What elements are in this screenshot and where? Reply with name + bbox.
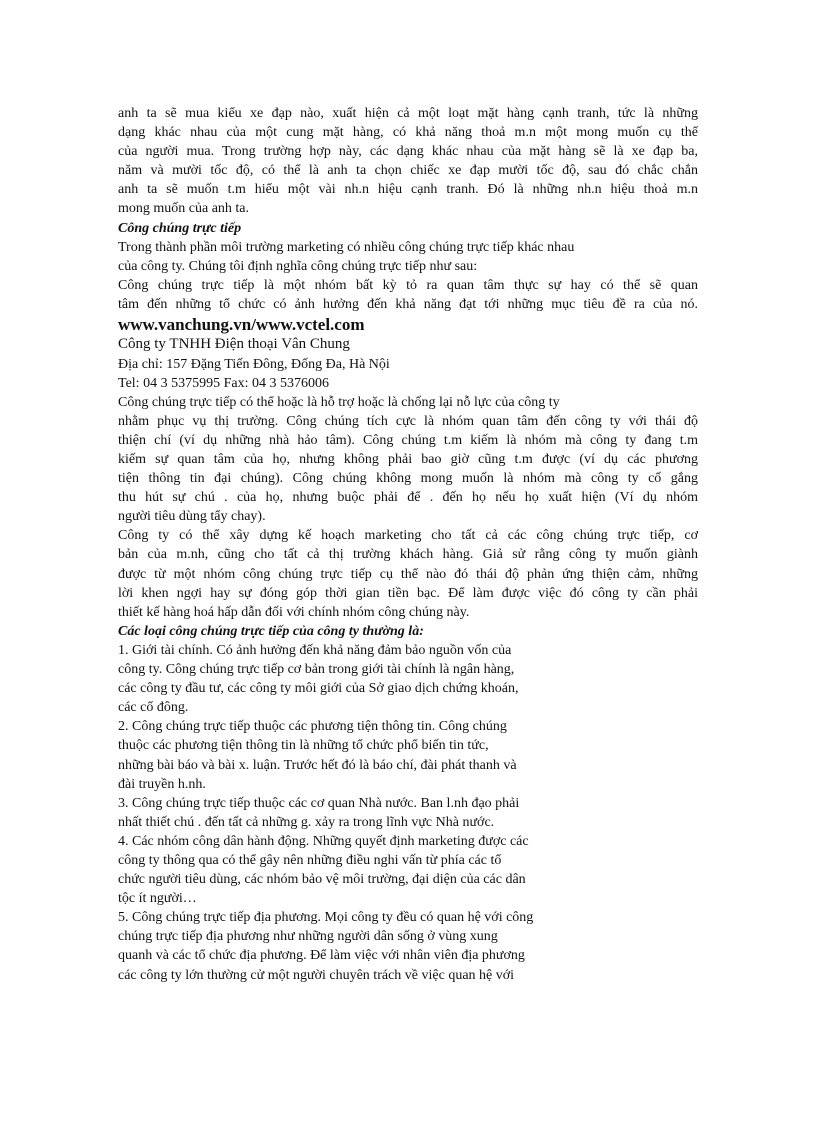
list-item-line: quanh và các tổ chức địa phương. Để làm việc với nhân viên địa phương	[118, 948, 525, 964]
text-line: anh ta sẽ muốn t.m hiểu một vài nh.n hiệu cạnh tranh. Đó là những nh.n hiệu thoả m.n	[118, 182, 698, 198]
text-line: kiếm sự quan tâm của họ, nhưng không phải bao giờ cũng t.m được (ví dụ các phương	[118, 452, 698, 467]
list-item-line: tộc ít người…	[118, 891, 197, 907]
text-line: năm và mười tốc độ, có thể là anh ta chọn chiếc xe đạp mười tốc độ, sau đó chắc chắn	[118, 163, 698, 179]
list-item-line: đài truyền h.nh.	[118, 776, 206, 792]
text-line: thiện chí (ví dụ những nhà hảo tâm). Công chúng t.m kiếm là nhóm mà công ty đang t.m	[118, 432, 698, 448]
text-line: của người mua. Trong trường hợp này, các dạng khác nhau của mặt hàng sẽ là xe đạp ba,	[118, 144, 698, 160]
text-line: dạng khác nhau của một cung mặt hàng, có khả năng thoả m.n một mong muốn cụ thể	[118, 125, 698, 141]
company-contact: Tel: 04 3 5375995 Fax: 04 3 5376006	[118, 375, 329, 391]
text-line: bản của m.nh, cũng cho tất cả thị trường khách hàng. Giả sử rằng công ty muốn giành	[118, 547, 698, 563]
website-link[interactable]: www.vanchung.vn/www.vctel.com	[118, 315, 365, 335]
list-item-line: các công ty đầu tư, các công ty môi giới của Sở giao dịch chứng khoán,	[118, 681, 519, 697]
section-heading: Công chúng trực tiếp	[118, 220, 242, 236]
list-item-line: 4. Các nhóm công dân hành động. Những quyết định marketing được các	[118, 833, 529, 849]
list-item-line: 2. Công chúng trực tiếp thuộc các phương tiện thông tin. Công chúng	[118, 719, 507, 735]
list-item-line: những bài báo và bài x. luận. Trước hết đó là báo chí, đài phát thanh và	[118, 757, 517, 773]
text-line: người tiêu dùng tẩy chay).	[118, 509, 266, 525]
text-line: lời khen ngợi hay sự đóng góp thời gian tiền bạc. Để làm được việc đó công ty cần phải	[118, 585, 698, 601]
text-line: Trong thành phần môi trường marketing có nhiều công chúng trực tiếp khác nhau	[118, 239, 575, 255]
section-heading: Các loại công chúng trực tiếp của công ty thường là:	[118, 623, 424, 639]
text-line: được từ một nhóm công chúng trực tiếp cụ thể nào đó thái độ phản ứng thiện cảm, những	[118, 566, 698, 582]
text-line: nhằm phục vụ thị trường. Công chúng tích cực là nhóm quan tâm đến công ty với thái độ	[118, 413, 698, 429]
company-name: Công ty TNHH Điện thoại Vân Chung	[118, 336, 350, 353]
text-line: anh ta sẽ mua kiểu xe đạp nào, xuất hiện cả một loạt mặt hàng cạnh tranh, tức là những	[118, 106, 698, 121]
list-item-line: thuộc các phương tiện thông tin là những tổ chức phổ biến tin tức,	[118, 738, 489, 754]
text-line: thiết kế hàng hoá hấp dẫn đối với chính nhóm công chúng này.	[118, 604, 470, 620]
text-line: tiện thông tin đại chúng). Công chúng không mong muốn là nhóm mà công ty cố gắng	[118, 471, 698, 487]
list-item-line: 1. Giới tài chính. Có ảnh hưởng đến khả năng đảm bảo nguồn vốn của	[118, 642, 512, 658]
text-line: Công chúng trực tiếp có thể hoặc là hỗ trợ hoặc là chống lại nỗ lực của công ty	[118, 394, 560, 410]
list-item-line: các cổ đông.	[118, 700, 189, 716]
text-line: thu hút sự chú . của họ, nhưng buộc phải để . đến họ nếu họ xuất hiện (Ví dụ nhóm	[118, 490, 698, 506]
list-item-line: 5. Công chúng trực tiếp địa phương. Mọi công ty đều có quan hệ với công	[118, 910, 534, 926]
document-page	[118, 104, 698, 985]
list-item-line: nhất thiết chú . đến tất cả những g. xảy ra trong lĩnh vực Nhà nước.	[118, 814, 495, 830]
text-line: tâm đến những tổ chức có ảnh hưởng đến khả năng đạt tới những mục tiêu đề ra của nó.	[118, 296, 698, 312]
list-item-line: chức người tiêu dùng, các nhóm bảo vệ môi trường, đại diện của các dân	[118, 872, 526, 888]
text-line: Công chúng trực tiếp là một nhóm bất kỳ tỏ ra quan tâm thực sự hay có thể sẽ quan	[118, 277, 698, 293]
text-line: Công ty có thể xây dựng kế hoạch marketing cho tất cả các công chúng trực tiếp, cơ	[118, 528, 698, 544]
list-item-line: các công ty lớn thường cử một người chuyên trách về việc quan hệ với	[118, 967, 515, 983]
company-address: Địa chỉ: 157 Đặng Tiến Đông, Đống Đa, Hà Nội	[118, 356, 390, 372]
list-item-line: công ty. Công chúng trực tiếp cơ bản trong giới tài chính là ngân hàng,	[118, 662, 515, 678]
text-line: của công ty. Chúng tôi định nghĩa công chúng trực tiếp như sau:	[118, 258, 478, 274]
list-item-line: công ty thông qua có thể gây nên những điều nghi vấn từ phía các tổ	[118, 852, 502, 868]
list-item-line: 3. Công chúng trực tiếp thuộc các cơ quan Nhà nước. Ban l.nh đạo phải	[118, 795, 520, 811]
list-item-line: chúng trực tiếp địa phương như những người dân sống ở vùng xung	[118, 929, 498, 945]
text-line: mong muốn của anh ta.	[118, 201, 250, 217]
